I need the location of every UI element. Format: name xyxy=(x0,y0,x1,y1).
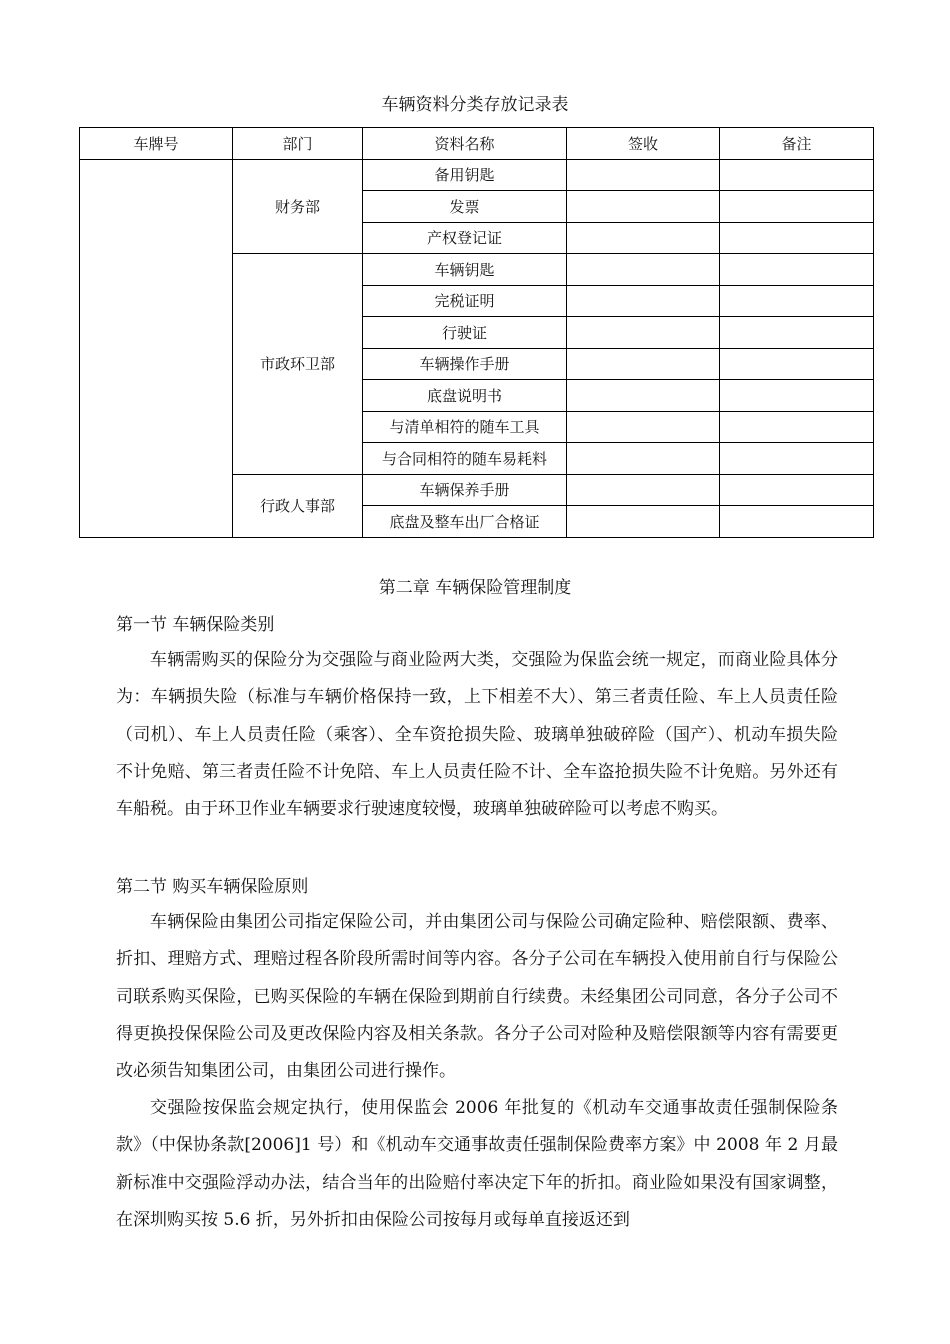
department-cell: 财务部 xyxy=(233,159,363,254)
department-cell: 市政环卫部 xyxy=(233,254,363,475)
document-name-cell: 底盘及整车出厂合格证 xyxy=(363,506,567,538)
document-name-cell: 行驶证 xyxy=(363,317,567,349)
signature-cell[interactable] xyxy=(567,411,720,443)
remarks-cell[interactable] xyxy=(720,348,874,380)
remarks-cell[interactable] xyxy=(720,317,874,349)
remarks-cell[interactable] xyxy=(720,474,874,506)
document-name-cell: 备用钥匙 xyxy=(363,159,567,191)
remarks-cell[interactable] xyxy=(720,285,874,317)
remarks-cell[interactable] xyxy=(720,222,874,254)
signature-cell[interactable] xyxy=(567,285,720,317)
document-name-cell: 发票 xyxy=(363,191,567,223)
document-name-cell: 完税证明 xyxy=(363,285,567,317)
table-row xyxy=(80,159,874,191)
remarks-cell[interactable] xyxy=(720,506,874,538)
remarks-cell[interactable] xyxy=(720,191,874,223)
paragraph: 车辆保险由集团公司指定保险公司，并由集团公司与保险公司确定险种、赔偿限额、费率、折扣、理赔方式、理赔过程各阶段所需时间等内容。各分子公司在车辆投入使用前自行与保险公司联系购买保险，已购买保险的车辆在保险到期前自行续费。未经集团公司同意，各分子公司不得更换投保保险公司及更改保险内容及相关条款。各分子公司对险种及赔偿限额等内容有需要更改必须告知集团公司，由集团公司进行操作。 xyxy=(116,912,838,1082)
document-name-cell: 车辆操作手册 xyxy=(363,348,567,380)
signature-cell[interactable] xyxy=(567,159,720,191)
header-plate-number: 车牌号 xyxy=(80,128,233,160)
paragraph: 车辆需购买的保险分为交强险与商业险两大类，交强险为保监会统一规定，而商业险具体分为：车辆损失险（标准与车辆价格保持一致，上下相差不大）、第三者责任险、车上人员责任险（司机）、车上人员责任险（乘客）、全车资抢损失险、玻璃单独破碎险（国产）、机动车损失险不计免赔、第三者责任险不计免陪、车上人员责任险不计、全车盗抢损失险不计免赔。另外还有车船税。由于环卫作业车辆要求行驶速度较慢，玻璃单独破碎险可以考虑不购买。 xyxy=(116,650,838,820)
paragraph: 交强险按保监会规定执行，使用保监会 2006 年批复的《机动车交通事故责任强制保险条款》（中保协条款[2006]1 号）和《机动车交通事故责任强制保险费率方案》中 2008 年 2 月最新标准中交强险浮动办法，结合当年的出险赔付率决定下年的折扣。商业险如果没有国家调整，在深圳购买按 5.6 折，另外折扣由保险公司按每月或每单直接返还到 xyxy=(116,1098,838,1230)
vehicle-document-table xyxy=(79,127,874,538)
signature-cell[interactable] xyxy=(567,191,720,223)
header-signature: 签收 xyxy=(567,128,720,160)
signature-cell[interactable] xyxy=(567,222,720,254)
remarks-cell[interactable] xyxy=(720,254,874,286)
signature-cell[interactable] xyxy=(567,254,720,286)
remarks-cell[interactable] xyxy=(720,411,874,443)
signature-cell[interactable] xyxy=(567,348,720,380)
document-name-cell: 车辆保养手册 xyxy=(363,474,567,506)
section-heading: 第二节 购买车辆保险原则 xyxy=(116,877,309,897)
plate-number-cell[interactable] xyxy=(80,159,233,537)
section-heading: 第一节 车辆保险类别 xyxy=(116,615,275,635)
chapter-title: 第二章 车辆保险管理制度 xyxy=(378,578,572,598)
department-cell: 行政人事部 xyxy=(233,474,363,537)
signature-cell[interactable] xyxy=(567,380,720,412)
document-name-cell: 底盘说明书 xyxy=(363,380,567,412)
signature-cell[interactable] xyxy=(567,443,720,475)
document-name-cell: 与清单相符的随车工具 xyxy=(363,411,567,443)
table-header-row xyxy=(80,128,874,160)
document-name-cell: 产权登记证 xyxy=(363,222,567,254)
document-name-cell: 车辆钥匙 xyxy=(363,254,567,286)
signature-cell[interactable] xyxy=(567,506,720,538)
signature-cell[interactable] xyxy=(567,317,720,349)
table-title: 车辆资料分类存放记录表 xyxy=(381,95,569,115)
document-name-cell: 与合同相符的随车易耗料 xyxy=(363,443,567,475)
header-document-name: 资料名称 xyxy=(363,128,567,160)
signature-cell[interactable] xyxy=(567,474,720,506)
remarks-cell[interactable] xyxy=(720,159,874,191)
remarks-cell[interactable] xyxy=(720,443,874,475)
header-department: 部门 xyxy=(233,128,363,160)
header-remarks: 备注 xyxy=(720,128,874,160)
remarks-cell[interactable] xyxy=(720,380,874,412)
